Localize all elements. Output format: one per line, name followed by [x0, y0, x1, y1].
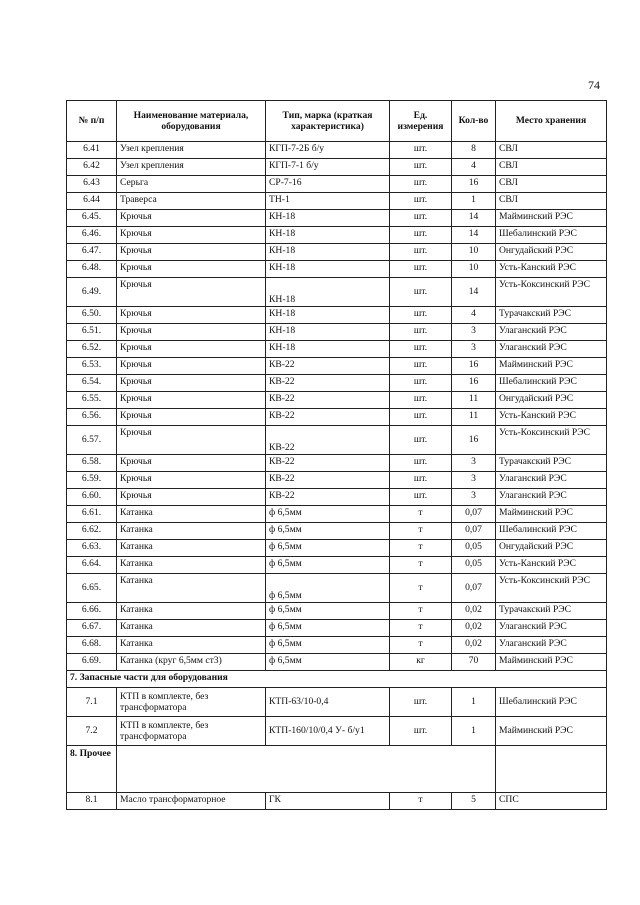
- cell-num: 6.61.: [67, 506, 117, 523]
- cell-num: 6.43: [67, 176, 117, 193]
- cell-num: 6.54.: [67, 375, 117, 392]
- cell-place: Майминский РЭС: [496, 717, 607, 746]
- cell-num: 6.55.: [67, 392, 117, 409]
- cell-unit: шт.: [390, 210, 452, 227]
- empty-cell: [496, 746, 607, 793]
- cell-qty: 16: [452, 375, 496, 392]
- cell-qty: 0,07: [452, 506, 496, 523]
- table-row: [67, 375, 607, 392]
- cell-place: Майминский РЭС: [496, 654, 607, 671]
- cell-qty: 4: [452, 307, 496, 324]
- cell-place: Улаганский РЭС: [496, 489, 607, 506]
- cell-name: Крючья: [117, 244, 266, 261]
- cell-qty: 0,02: [452, 620, 496, 637]
- cell-unit: т: [390, 620, 452, 637]
- cell-qty: 11: [452, 392, 496, 409]
- cell-num: 8.1: [67, 793, 117, 810]
- cell-num: 6.52.: [67, 341, 117, 358]
- cell-unit: шт.: [390, 455, 452, 472]
- cell-unit: шт.: [390, 717, 452, 746]
- cell-num: 6.69.: [67, 654, 117, 671]
- cell-type: КГП-7-1 б/у: [266, 159, 390, 176]
- table-row: [67, 472, 607, 489]
- cell-unit: т: [390, 506, 452, 523]
- cell-name: Серьга: [117, 176, 266, 193]
- table-row: [67, 506, 607, 523]
- cell-unit: шт.: [390, 375, 452, 392]
- cell-num: 6.53.: [67, 358, 117, 375]
- cell-num: 6.64.: [67, 557, 117, 574]
- cell-type: ТН-1: [266, 193, 390, 210]
- cell-qty: 11: [452, 409, 496, 426]
- cell-num: 6.60.: [67, 489, 117, 506]
- cell-num: 6.62.: [67, 523, 117, 540]
- cell-num: 6.57.: [67, 426, 117, 455]
- cell-unit: т: [390, 637, 452, 654]
- table-row: [67, 142, 607, 159]
- cell-type: КН-18: [266, 227, 390, 244]
- table-row: [67, 358, 607, 375]
- cell-place: Улаганский РЭС: [496, 620, 607, 637]
- cell-qty: 1: [452, 688, 496, 717]
- cell-qty: 1: [452, 193, 496, 210]
- cell-place: Онгудайский РЭС: [496, 540, 607, 557]
- cell-type: ф 6,5мм: [266, 603, 390, 620]
- page-number: 74: [588, 78, 600, 92]
- empty-cell: [117, 746, 496, 793]
- cell-type: КВ-22: [266, 392, 390, 409]
- cell-name: Крючья: [117, 210, 266, 227]
- cell-type: КВ-22: [266, 455, 390, 472]
- cell-qty: 3: [452, 341, 496, 358]
- table-row: [67, 717, 607, 746]
- section-title: 7. Запасные части для оборудования: [67, 671, 607, 688]
- cell-qty: 14: [452, 227, 496, 244]
- cell-place: СВЛ: [496, 193, 607, 210]
- cell-place: Майминский РЭС: [496, 506, 607, 523]
- cell-name: Крючья: [117, 341, 266, 358]
- cell-unit: шт.: [390, 227, 452, 244]
- cell-num: 6.63.: [67, 540, 117, 557]
- cell-name: Траверса: [117, 193, 266, 210]
- cell-num: 6.50.: [67, 307, 117, 324]
- cell-place: Турачакский РЭС: [496, 307, 607, 324]
- cell-qty: 0,02: [452, 637, 496, 654]
- cell-name: Катанка: [117, 603, 266, 620]
- cell-type: КВ-22: [266, 472, 390, 489]
- cell-name: Крючья: [117, 426, 266, 455]
- cell-unit: шт.: [390, 193, 452, 210]
- cell-type: КВ-22: [266, 358, 390, 375]
- cell-name: Крючья: [117, 307, 266, 324]
- cell-type: КН-18: [266, 278, 390, 307]
- cell-type: КН-18: [266, 307, 390, 324]
- cell-num: 7.1: [67, 688, 117, 717]
- cell-place: Усть-Коксинский РЭС: [496, 278, 607, 307]
- cell-place: СВЛ: [496, 159, 607, 176]
- cell-type: ф 6,5мм: [266, 574, 390, 603]
- header-num: № п/п: [67, 101, 117, 142]
- cell-place: Усть-Коксинский РЭС: [496, 574, 607, 603]
- inventory-table: [66, 100, 607, 810]
- cell-name: Катанка: [117, 574, 266, 603]
- cell-num: 6.49.: [67, 278, 117, 307]
- cell-type: КВ-22: [266, 375, 390, 392]
- cell-name: Крючья: [117, 358, 266, 375]
- cell-type: ф 6,5мм: [266, 557, 390, 574]
- cell-qty: 8: [452, 142, 496, 159]
- section-title: 8. Прочее: [67, 746, 117, 793]
- section-header-7: [67, 671, 607, 688]
- cell-type: СР-7-16: [266, 176, 390, 193]
- table-row: [67, 278, 607, 307]
- table-row: [67, 261, 607, 278]
- cell-unit: шт.: [390, 409, 452, 426]
- table-row: [67, 244, 607, 261]
- cell-place: Улаганский РЭС: [496, 637, 607, 654]
- cell-num: 6.47.: [67, 244, 117, 261]
- table-row: [67, 341, 607, 358]
- cell-num: 6.46.: [67, 227, 117, 244]
- table-body: [67, 142, 607, 810]
- cell-num: 7.2: [67, 717, 117, 746]
- table-row: [67, 227, 607, 244]
- cell-name: Крючья: [117, 392, 266, 409]
- cell-unit: шт.: [390, 307, 452, 324]
- table-row: [67, 637, 607, 654]
- cell-qty: 5: [452, 793, 496, 810]
- table-row: [67, 793, 607, 810]
- table-row: [67, 392, 607, 409]
- header-qty: Кол-во: [452, 101, 496, 142]
- cell-name: Узел крепления: [117, 159, 266, 176]
- cell-type: ГК: [266, 793, 390, 810]
- table-row: [67, 557, 607, 574]
- cell-place: Шебалинский РЭС: [496, 523, 607, 540]
- header-unit: Ед. измерения: [390, 101, 452, 142]
- cell-type: КН-18: [266, 324, 390, 341]
- cell-qty: 0,02: [452, 603, 496, 620]
- cell-name: Катанка: [117, 540, 266, 557]
- cell-place: СВЛ: [496, 142, 607, 159]
- table-row: [67, 210, 607, 227]
- cell-qty: 0,05: [452, 557, 496, 574]
- cell-name: Крючья: [117, 375, 266, 392]
- cell-unit: шт.: [390, 261, 452, 278]
- cell-qty: 10: [452, 261, 496, 278]
- table-row: [67, 654, 607, 671]
- cell-num: 6.42: [67, 159, 117, 176]
- table-row: [67, 176, 607, 193]
- cell-name: Крючья: [117, 227, 266, 244]
- table-row: [67, 307, 607, 324]
- cell-name: Крючья: [117, 472, 266, 489]
- cell-num: 6.65.: [67, 574, 117, 603]
- cell-type: ф 6,5мм: [266, 620, 390, 637]
- cell-qty: 16: [452, 358, 496, 375]
- cell-type: КВ-22: [266, 409, 390, 426]
- table-row: [67, 426, 607, 455]
- cell-qty: 0,05: [452, 540, 496, 557]
- table-row: [67, 540, 607, 557]
- cell-num: 6.51.: [67, 324, 117, 341]
- cell-place: Усть-Канский РЭС: [496, 557, 607, 574]
- cell-type: КГП-7-2Б б/у: [266, 142, 390, 159]
- cell-num: 6.67.: [67, 620, 117, 637]
- cell-num: 6.45.: [67, 210, 117, 227]
- cell-qty: 16: [452, 176, 496, 193]
- cell-place: Улаганский РЭС: [496, 341, 607, 358]
- cell-unit: т: [390, 557, 452, 574]
- cell-unit: шт.: [390, 244, 452, 261]
- cell-place: Усть-Канский РЭС: [496, 409, 607, 426]
- cell-qty: 14: [452, 278, 496, 307]
- cell-num: 6.56.: [67, 409, 117, 426]
- cell-unit: т: [390, 540, 452, 557]
- header-place: Место хранения: [496, 101, 607, 142]
- cell-type: КН-18: [266, 341, 390, 358]
- cell-unit: шт.: [390, 324, 452, 341]
- cell-type: ф 6,5мм: [266, 523, 390, 540]
- cell-unit: шт.: [390, 472, 452, 489]
- cell-unit: шт.: [390, 176, 452, 193]
- cell-name: КТП в комплекте, без трансформатора: [117, 717, 266, 746]
- cell-place: Усть-Коксинский РЭС: [496, 426, 607, 455]
- cell-name: Узел крепления: [117, 142, 266, 159]
- cell-place: Улаганский РЭС: [496, 324, 607, 341]
- cell-num: 6.41: [67, 142, 117, 159]
- cell-type: ф 6,5мм: [266, 540, 390, 557]
- cell-num: 6.59.: [67, 472, 117, 489]
- table-row: [67, 523, 607, 540]
- table-row: [67, 603, 607, 620]
- cell-unit: кг: [390, 654, 452, 671]
- cell-place: Турачакский РЭС: [496, 455, 607, 472]
- cell-num: 6.66.: [67, 603, 117, 620]
- table-header-row: [67, 101, 607, 142]
- header-name: Наименование материала, оборудования: [117, 101, 266, 142]
- table-row: [67, 193, 607, 210]
- cell-type: КН-18: [266, 210, 390, 227]
- cell-qty: 10: [452, 244, 496, 261]
- cell-type: ф 6,5мм: [266, 654, 390, 671]
- cell-name: Крючья: [117, 409, 266, 426]
- cell-qty: 0,07: [452, 574, 496, 603]
- cell-type: КТП-63/10-0,4: [266, 688, 390, 717]
- cell-unit: шт.: [390, 341, 452, 358]
- cell-qty: 3: [452, 455, 496, 472]
- table-row: [67, 409, 607, 426]
- cell-type: ф 6,5мм: [266, 506, 390, 523]
- cell-type: КН-18: [266, 244, 390, 261]
- cell-name: Крючья: [117, 278, 266, 307]
- table-row: [67, 574, 607, 603]
- cell-name: Крючья: [117, 261, 266, 278]
- cell-num: 6.58.: [67, 455, 117, 472]
- cell-qty: 14: [452, 210, 496, 227]
- cell-qty: 0,07: [452, 523, 496, 540]
- cell-name: Катанка: [117, 523, 266, 540]
- cell-unit: шт.: [390, 426, 452, 455]
- cell-name: Катанка: [117, 637, 266, 654]
- cell-name: Катанка: [117, 557, 266, 574]
- cell-type: КВ-22: [266, 489, 390, 506]
- table-row: [67, 455, 607, 472]
- cell-name: Крючья: [117, 489, 266, 506]
- cell-place: Онгудайский РЭС: [496, 392, 607, 409]
- cell-place: Турачакский РЭС: [496, 603, 607, 620]
- cell-place: СПС: [496, 793, 607, 810]
- cell-qty: 1: [452, 717, 496, 746]
- cell-place: Майминский РЭС: [496, 358, 607, 375]
- cell-qty: 3: [452, 472, 496, 489]
- cell-name: КТП в комплекте, без трансформатора: [117, 688, 266, 717]
- cell-unit: т: [390, 523, 452, 540]
- section-header-8: [67, 746, 607, 793]
- cell-qty: 3: [452, 489, 496, 506]
- table-row: [67, 159, 607, 176]
- cell-unit: т: [390, 603, 452, 620]
- table-row: [67, 489, 607, 506]
- cell-unit: шт.: [390, 358, 452, 375]
- cell-type: КН-18: [266, 261, 390, 278]
- table-row: [67, 688, 607, 717]
- cell-place: Шебалинский РЭС: [496, 688, 607, 717]
- cell-place: Онгудайский РЭС: [496, 244, 607, 261]
- cell-place: СВЛ: [496, 176, 607, 193]
- cell-unit: шт.: [390, 142, 452, 159]
- cell-type: КТП-160/10/0,4 У- б/у1: [266, 717, 390, 746]
- cell-qty: 3: [452, 324, 496, 341]
- cell-unit: шт.: [390, 489, 452, 506]
- cell-qty: 4: [452, 159, 496, 176]
- cell-num: 6.44: [67, 193, 117, 210]
- cell-unit: шт.: [390, 688, 452, 717]
- cell-unit: т: [390, 793, 452, 810]
- cell-num: 6.68.: [67, 637, 117, 654]
- cell-unit: т: [390, 574, 452, 603]
- header-type: Тип, марка (краткая характеристика): [266, 101, 390, 142]
- cell-place: Шебалинский РЭС: [496, 375, 607, 392]
- cell-name: Масло трансформаторное: [117, 793, 266, 810]
- cell-type: ф 6,5мм: [266, 637, 390, 654]
- cell-name: Катанка: [117, 506, 266, 523]
- cell-name: Крючья: [117, 455, 266, 472]
- cell-unit: шт.: [390, 278, 452, 307]
- cell-name: Катанка (круг 6,5мм ст3): [117, 654, 266, 671]
- table-row: [67, 620, 607, 637]
- cell-num: 6.48.: [67, 261, 117, 278]
- cell-qty: 70: [452, 654, 496, 671]
- cell-qty: 16: [452, 426, 496, 455]
- cell-unit: шт.: [390, 392, 452, 409]
- cell-place: Улаганский РЭС: [496, 472, 607, 489]
- cell-place: Усть-Канский РЭС: [496, 261, 607, 278]
- table-row: [67, 324, 607, 341]
- cell-type: КВ-22: [266, 426, 390, 455]
- cell-unit: шт.: [390, 159, 452, 176]
- cell-name: Крючья: [117, 324, 266, 341]
- cell-place: Шебалинский РЭС: [496, 227, 607, 244]
- cell-place: Майминский РЭС: [496, 210, 607, 227]
- cell-name: Катанка: [117, 620, 266, 637]
